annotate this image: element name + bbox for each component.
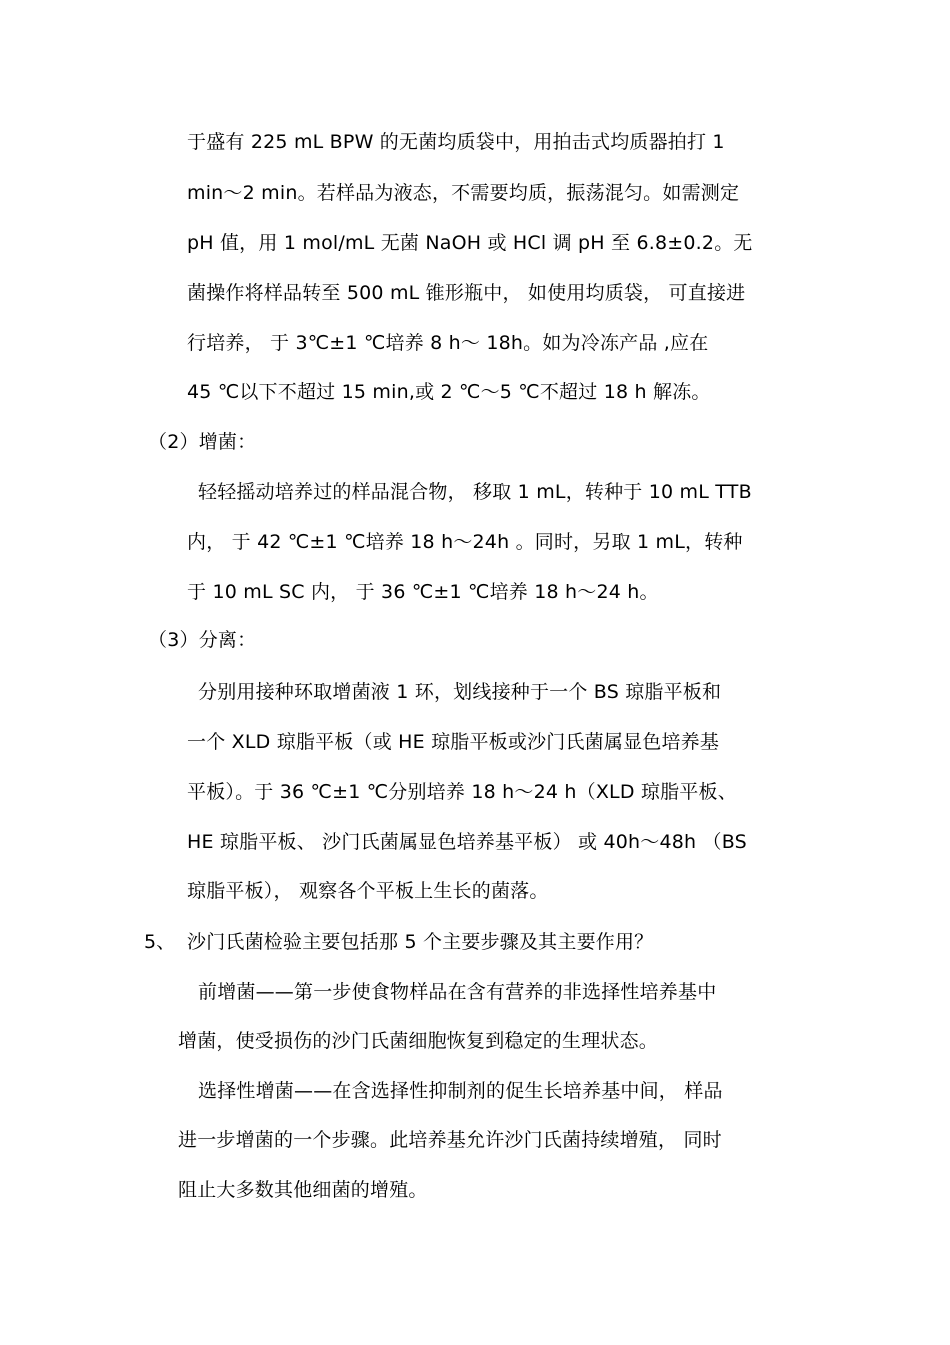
text-line: 增菌，使受损伤的沙门氏菌细胞恢复到稳定的生理状态。 — [178, 1030, 659, 1052]
section-heading: （2）增菌： — [148, 431, 257, 453]
text-line: HE 琼脂平板、 沙门氏菌属显色培养基平板） 或 40h～48h （BS — [187, 831, 747, 853]
text-line: 阻止大多数其他细菌的增殖。 — [178, 1179, 428, 1201]
question-number: 5、 — [144, 931, 176, 953]
question-text: 沙门氏菌检验主要包括那 5 个主要步骤及其主要作用？ — [187, 931, 654, 953]
text-line: 分别用接种环取增菌液 1 环，划线接种于一个 BS 琼脂平板和 — [198, 681, 722, 703]
text-line: pH 值，用 1 mol/mL 无菌 NaOH 或 HCl 调 pH 至 6.8±0.2。无 — [187, 232, 753, 254]
text-line: 进一步增菌的一个步骤。此培养基允许沙门氏菌持续增殖， 同时 — [178, 1129, 722, 1151]
text-line: 琼脂平板）， 观察各个平板上生长的菌落。 — [187, 880, 549, 902]
section-heading: （3）分离： — [148, 629, 257, 651]
text-line: 前增菌——第一步使食物样品在含有营养的非选择性培养基中 — [198, 981, 717, 1003]
text-line: 菌操作将样品转至 500 mL 锥形瓶中， 如使用均质袋， 可直接进 — [187, 282, 746, 304]
text-line: 于盛有 225 mL BPW 的无菌均质袋中，用拍击式均质器拍打 1 — [187, 131, 725, 153]
text-line: 平板）。于 36 ℃±1 ℃分别培养 18 h～24 h（XLD 琼脂平板、 — [187, 781, 737, 803]
text-line: 于 10 mL SC 内， 于 36 ℃±1 ℃培养 18 h～24 h。 — [187, 581, 659, 603]
text-line: 行培养， 于 3℃±1 ℃培养 8 h～ 18h。如为冷冻产品 ,应在 — [187, 332, 709, 354]
text-line: 内， 于 42 ℃±1 ℃培养 18 h～24h 。同时，另取 1 mL，转种 — [187, 531, 743, 553]
text-line: 轻轻摇动培养过的样品混合物， 移取 1 mL，转种于 10 mL TTB — [198, 481, 752, 503]
text-line: 45 ℃以下不超过 15 min,或 2 ℃～5 ℃不超过 18 h 解冻。 — [187, 381, 711, 403]
text-line: 一个 XLD 琼脂平板（或 HE 琼脂平板或沙门氏菌属显色培养基 — [187, 731, 720, 753]
text-line: min～2 min。若样品为液态，不需要均质，振荡混匀。如需测定 — [187, 182, 740, 204]
text-line: 选择性增菌——在含选择性抑制剂的促生长培养基中间， 样品 — [198, 1080, 723, 1102]
